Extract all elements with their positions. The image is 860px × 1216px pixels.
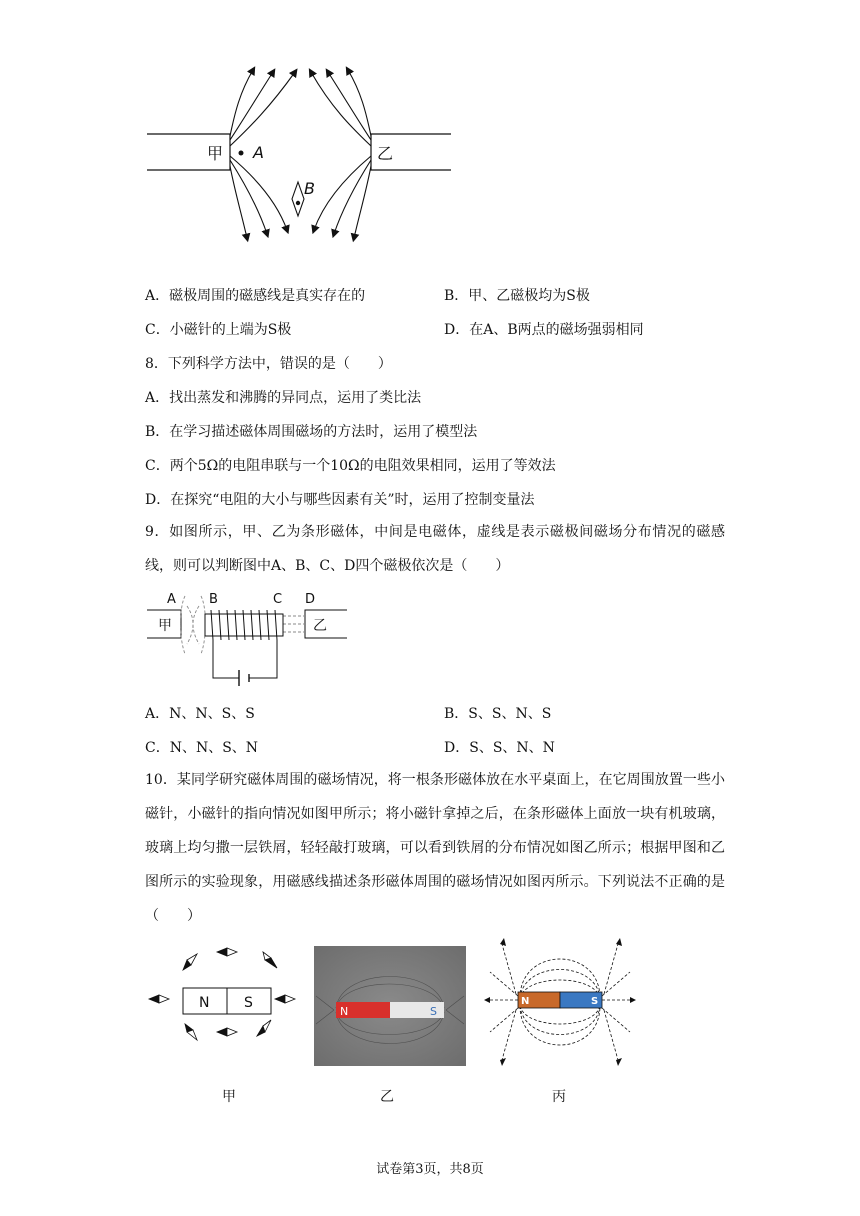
point-a-label: A [253,143,264,162]
q8-option-c: C．两个5Ω的电阻串联与一个10Ω的电阻效果相同，运用了等效法 [145,458,556,474]
magnet-yi-label: 乙 [377,144,394,163]
svg-text:N: N [340,1005,349,1018]
svg-text:S: S [591,996,599,1007]
label-d: D [305,592,316,607]
compass-needle [292,182,304,216]
q8-option-d: D．在探究“电阻的大小与哪些因素有关”时，运用了控制变量法 [145,492,535,508]
svg-text:S: S [430,1005,437,1018]
page-footer: 试卷第3页，共8页 [376,1162,484,1177]
q9-option-a: A．N、N、S、S [145,706,255,722]
q7-option-b: B．甲、乙磁极均为S极 [444,288,590,304]
q7-option-c: C．小磁针的上端为S极 [145,322,292,338]
q9-option-c: C．N、N、S、N [145,740,259,756]
q9-stem: 9．如图所示，甲、乙为条形磁体，中间是电磁体，虚线是表示磁极间磁场分布情况的磁感线，则可以判断图中A、B、C、D四个磁极依次是（ ） [145,524,725,574]
figure-bing-caption: 丙 [552,1089,566,1105]
q7-option-d: D．在A、B两点的磁场强弱相同 [444,322,644,338]
q8-option-a: A．找出蒸发和沸腾的异同点，运用了类比法 [145,390,422,406]
q9-option-b: B．S、S、N、S [444,706,552,722]
svg-text:N: N [521,996,530,1007]
magnet-field-figure [145,62,455,244]
figure-jia-caption: 甲 [222,1089,236,1105]
compass-needles-figure [145,940,310,1050]
figure-yi-caption: 乙 [380,1089,394,1105]
label-b: B [209,592,218,607]
q7-option-a: A．磁极周围的磁感线是真实存在的 [145,288,366,304]
point-a-dot [239,151,244,156]
q8-stem: 8．下列科学方法中，错误的是（ ） [145,356,392,372]
svg-text:S: S [244,995,253,1011]
magnet-jia-label: 甲 [207,144,224,163]
iron-filings-photo [314,946,466,1066]
q10-stem: 10．某同学研究磁体周围的磁场情况，将一根条形磁体放在水平桌面上，在它周围放置一些小磁针，小磁针的指向情况如图甲所示；将小磁针拿掉之后，在条形磁体上面放一块有机玻璃，玻璃上均匀撒一层铁屑，轻轻敲打玻璃，可以看到铁屑的分布情况如图乙所示；根据甲图和乙图所示的实验现象，用磁感线描述条形磁体周围的磁场情况如图丙所示。下列说法不正确的是（ ） [145,772,725,924]
field-lines-figure [480,938,640,1066]
q8-option-b: B．在学习描述磁体周围磁场的方法时，运用了模型法 [145,424,478,440]
magnet-jia-label: 甲 [158,618,172,634]
q9-option-d: D．S、S、N、N [444,740,555,756]
magnet-yi-label: 乙 [313,618,327,634]
point-b-label: B [304,179,315,198]
svg-text:N: N [199,995,210,1011]
circuit-wire [213,640,277,678]
label-a: A [167,592,176,607]
label-c: C [273,592,283,607]
battery-symbol [239,670,249,686]
electromagnet-figure [145,588,350,688]
